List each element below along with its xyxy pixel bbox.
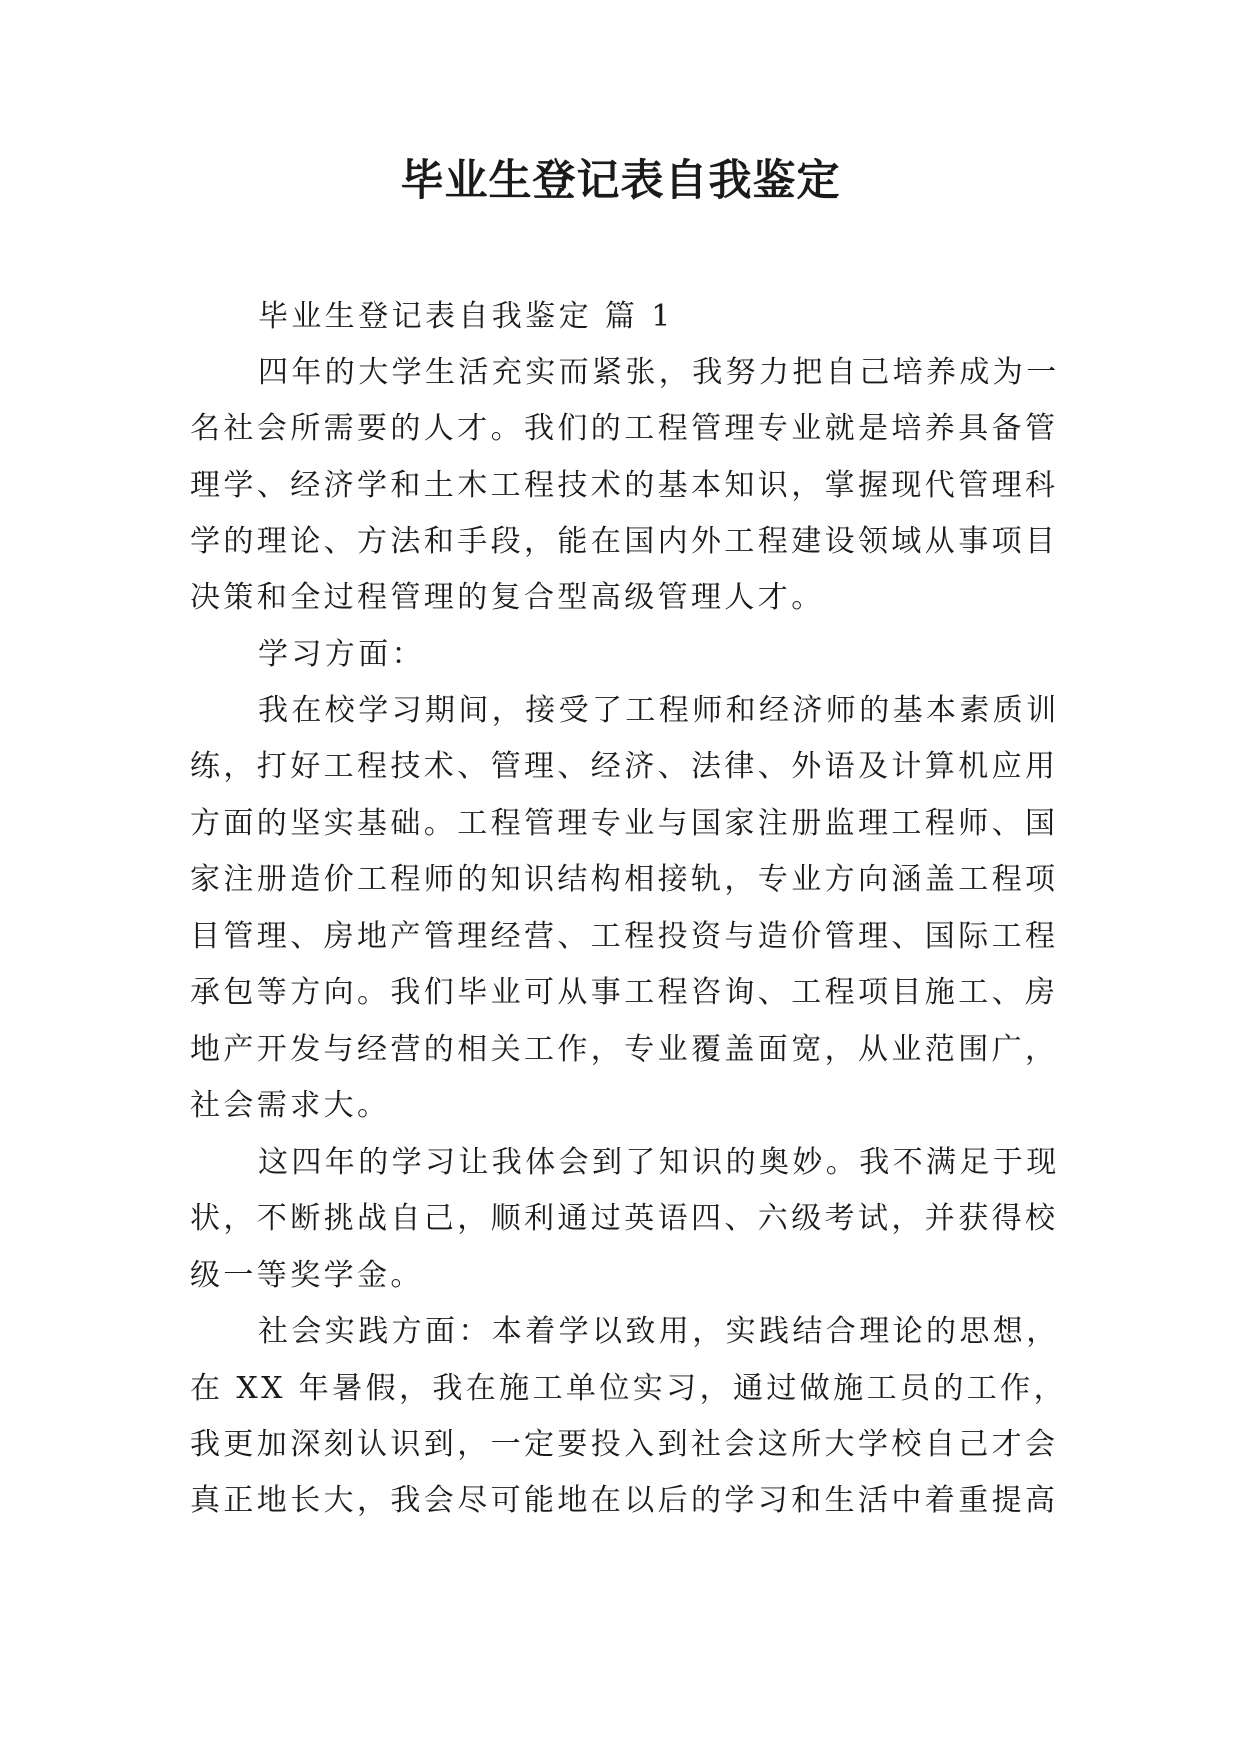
document-title: 毕业生登记表自我鉴定: [400, 156, 841, 206]
subheading: 学习方面：: [258, 637, 425, 672]
text-line: 练，打好工程技术、管理、经济、法律、外语及计算机应用: [190, 749, 1059, 784]
text-line: 方面的坚实基础。工程管理专业与国家注册监理工程师、国: [190, 806, 1059, 841]
text-line: 真正地长大，我会尽可能地在以后的学习和生活中着重提高: [190, 1483, 1059, 1518]
text-line: 这四年的学习让我体会到了知识的奥妙。我不满足于现: [258, 1145, 1060, 1180]
text-line: 级一等奖学金。: [190, 1258, 424, 1293]
text-line: 四年的大学生活充实而紧张，我努力把自己培养成为一: [258, 355, 1060, 390]
text-line: 社会实践方面：本着学以致用，实践结合理论的思想，: [258, 1314, 1060, 1349]
section-heading: 毕业生登记表自我鉴定 篇 1: [258, 299, 674, 334]
text-line: 在 XX 年暑假，我在施工单位实习，通过做施工员的工作，: [190, 1371, 1067, 1406]
text-line: 目管理、房地产管理经营、工程投资与造价管理、国际工程: [190, 919, 1059, 954]
text-line: 状，不断挑战自己，顺利通过英语四、六级考试，并获得校: [190, 1201, 1059, 1236]
text-line: 决策和全过程管理的复合型高级管理人才。: [190, 580, 825, 615]
text-line: 我更加深刻认识到，一定要投入到社会这所大学校自己才会: [190, 1427, 1059, 1462]
text-line: 承包等方向。我们毕业可从事工程咨询、工程项目施工、房: [190, 975, 1059, 1010]
text-line: 地产开发与经营的相关工作，专业覆盖面宽，从业范围广，: [190, 1032, 1059, 1067]
text-line: 学的理论、方法和手段，能在国内外工程建设领域从事项目: [190, 524, 1059, 559]
text-line: 名社会所需要的人才。我们的工程管理专业就是培养具备管: [190, 411, 1059, 446]
text-line: 家注册造价工程师的知识结构相接轨，专业方向涵盖工程项: [190, 862, 1059, 897]
text-line: 理学、经济学和土木工程技术的基本知识，掌握现代管理科: [190, 468, 1059, 503]
text-line: 社会需求大。: [190, 1088, 391, 1123]
text-line: 我在校学习期间，接受了工程师和经济师的基本素质训: [258, 693, 1060, 728]
